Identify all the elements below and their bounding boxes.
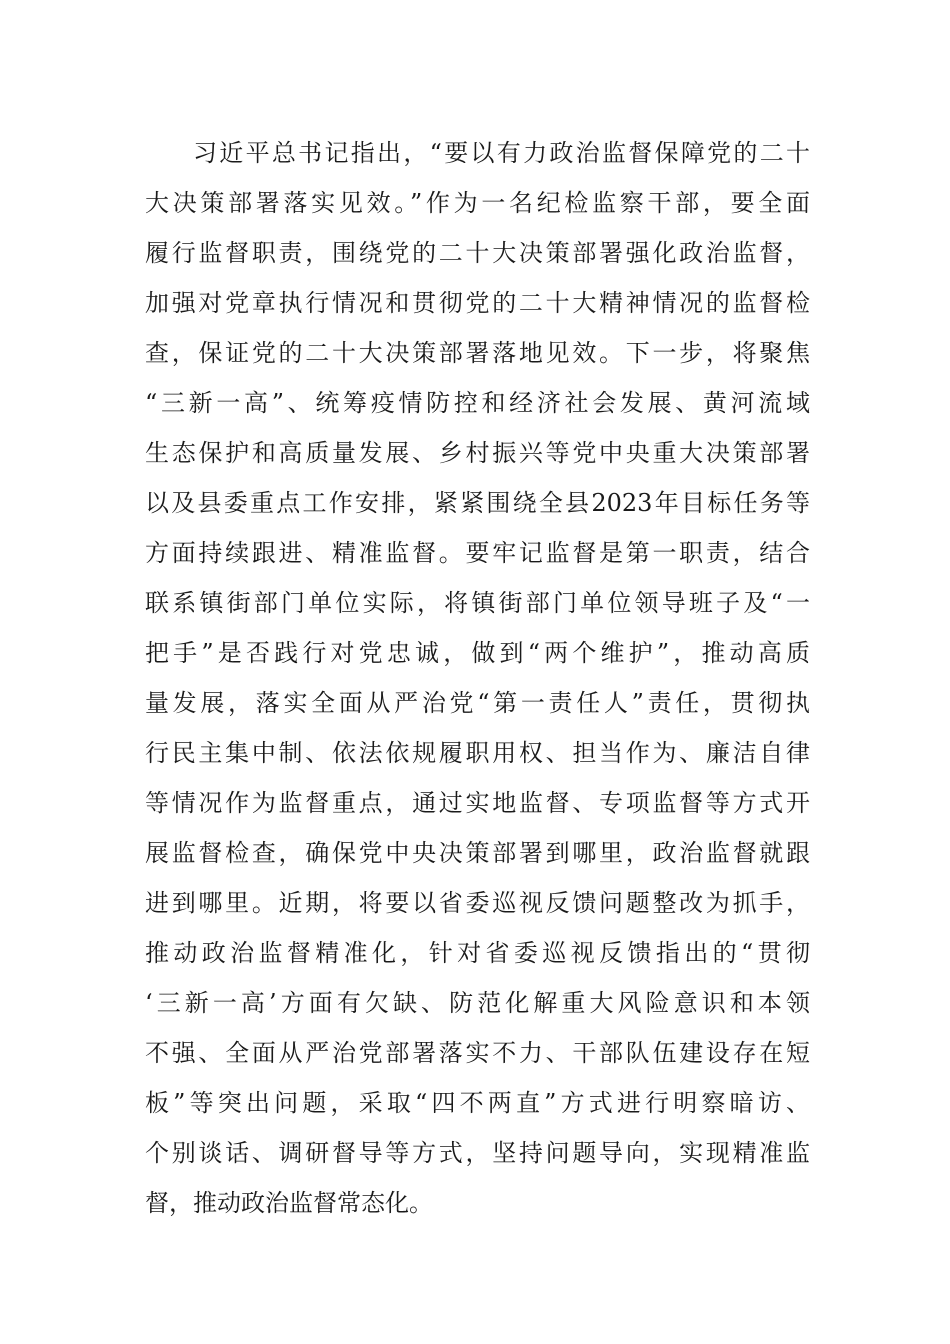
paragraph-line-14: 等情况作为监督重点，通过实地监督、专项监督等方式开 [145,789,810,817]
paragraph-line-1: 习近平总书记指出，“要以有力政治监督保障党的二十 [193,139,810,167]
paragraph-line-7: 生态保护和高质量发展、乡村振兴等党中央重大决策部署 [145,439,810,467]
paragraph-line-22: 督，推动政治监督常态化。 [145,1189,433,1217]
paragraph-line-17: 推动政治监督精准化，针对省委巡视反馈指出的“贯彻 [145,939,810,967]
paragraph-line-18: ‘三新一高’方面有欠缺、防范化解重大风险意识和本领 [145,989,810,1017]
paragraph-line-20: 板”等突出问题，采取“四不两直”方式进行明察暗访、 [145,1089,810,1117]
body-paragraph [145,128,810,1228]
paragraph-line-12: 量发展，落实全面从严治党“第一责任人”责任，贯彻执 [145,689,810,717]
paragraph-line-13: 行民主集中制、依法依规履职用权、担当作为、廉洁自律 [145,739,810,767]
paragraph-line-19: 不强、全面从严治党部署落实不力、干部队伍建设存在短 [145,1039,810,1067]
paragraph-line-21: 个别谈话、调研督导等方式，坚持问题导向，实现精准监 [145,1139,810,1167]
paragraph-line-6: “三新一高”、统筹疫情防控和经济社会发展、黄河流域 [145,389,810,417]
paragraph-line-8: 以及县委重点工作安排，紧紧围绕全县2023年目标任务等 [145,489,810,517]
paragraph-line-16: 进到哪里。近期，将要以省委巡视反馈问题整改为抓手， [145,889,810,917]
paragraph-line-4: 加强对党章执行情况和贯彻党的二十大精神情况的监督检 [145,289,810,317]
paragraph-line-3: 履行监督职责，围绕党的二十大决策部署强化政治监督， [145,239,810,267]
paragraph-line-15: 展监督检查，确保党中央决策部署到哪里，政治监督就跟 [145,839,810,867]
paragraph-line-11: 把手”是否践行对党忠诚，做到“两个维护”，推动高质 [145,639,810,667]
paragraph-line-10: 联系镇街部门单位实际，将镇街部门单位领导班子及“一 [145,589,810,617]
paragraph-line-9: 方面持续跟进、精准监督。要牢记监督是第一职责，结合 [145,539,810,567]
paragraph-line-2: 大决策部署落实见效。”作为一名纪检监察干部，要全面 [145,189,810,217]
paragraph-line-5: 查，保证党的二十大决策部署落地见效。下一步，将聚焦 [145,339,810,367]
